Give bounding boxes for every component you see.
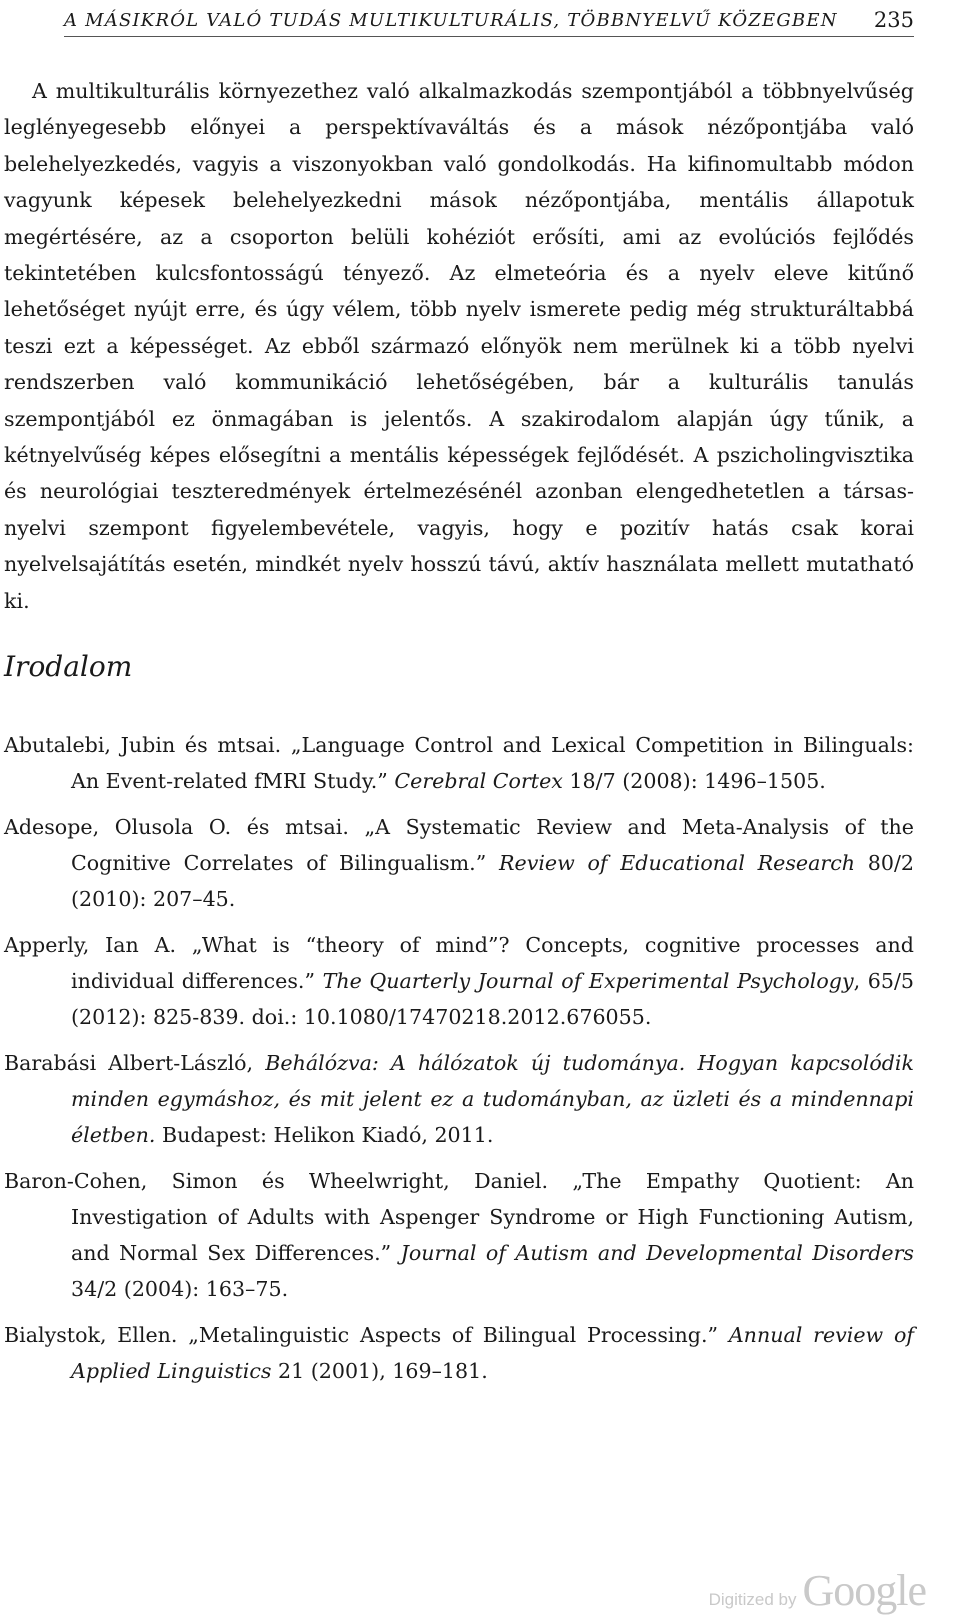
reference-source-title: Behálózva: A hálózatok új tudománya. Hogyan kapcsolódik minden egymáshoz, és mit jelent ez a tudományban, az üzleti és a mindennapi életben. (71, 1051, 914, 1147)
reference-source-title: Review of Educational Research (499, 850, 856, 875)
running-head-title: A MÁSIKRÓL VALÓ TUDÁS MULTIKULTURÁLIS, TÖBBNYELVŰ KÖZEGBEN (64, 9, 838, 31)
reference-item (4, 810, 914, 917)
reference-text: Apperly, Ian A. „What is “theory of mind”? Concepts, cognitive processes and individual differences.” (4, 933, 914, 993)
page-number: 235 (873, 8, 914, 32)
reference-source-title: The Quarterly Journal of Experimental Psychology (322, 968, 854, 993)
reference-item (4, 1164, 914, 1307)
section-heading: Irodalom (4, 650, 133, 683)
digitized-by-watermark (709, 1565, 926, 1616)
google-logo: Google (802, 1566, 926, 1615)
reference-source-title: Cerebral Cortex (394, 768, 563, 793)
reference-list (4, 728, 914, 1400)
book-page (4, 0, 914, 1622)
reference-details: Budapest: Helikon Kiadó, 2011. (155, 1122, 494, 1147)
body-paragraph: A multikulturális környezethez való alkalmazkodás szempontjából a többnyelvűség leglényegesebb előnyei a perspektívaváltás és a mások nézőpontjába való belehelyezkedés, vagyis a viszonyokban való gondolkodás. Ha kifinomultabb módon vagyunk képesek belehelyezkedni mások nézőpontjába, mentális állapotuk megértésére, az a csoporton belüli kohéziót erősíti, ami az evolúciós fejlődés tekintetében kulcsfontosságú tényező. Az elmeteória és a nyelv eleve kitűnő lehetőséget nyújt erre, és úgy vélem, több nyelv ismerete pedig még strukturáltabbá teszi ezt a képességet. Az ebből származó előnyök nem merülnek ki a több nyelvi rendszerben való kommunikáció lehetőségében, bár a kulturális tanulás szempontjából ez önmagában is jelentős. A szakirodalom alapján úgy tűnik, a kétnyelvűség képes elősegítni a mentális képességek fejlődését. A pszicholingvisztika és neurológiai teszteredmények értelmezésénél azonban elengedhetetlen a társas-nyelvi szempont figyelembevétele, vagyis, hogy e pozitív hatás csak korai nyelvelsajátítás esetén, mindkét nyelv hosszú távú, aktív használata mellett mutatható ki. (4, 79, 914, 613)
reference-text: Barabási Albert-László, (4, 1051, 266, 1076)
running-head (64, 4, 914, 37)
reference-item (4, 1046, 914, 1153)
reference-source-title: Journal of Autism and Developmental Disorders (400, 1240, 915, 1265)
reference-item (4, 928, 914, 1035)
reference-item (4, 728, 914, 800)
reference-details: 21 (2001), 169–181. (271, 1358, 488, 1383)
reference-details: 18/7 (2008): 1496–1505. (562, 768, 826, 793)
reference-text: Baron-Cohen, Simon és Wheelwright, Daniel. „The Empathy Quotient: An Investigation of Adults with Aspenger Syndrome or High Functioning Autism, and Normal Sex Differences.” (4, 1169, 914, 1265)
reference-text: Bialystok, Ellen. „Metalinguistic Aspects of Bilingual Processing.” (4, 1322, 729, 1347)
reference-text: Abutalebi, Jubin és mtsai. „Language Control and Lexical Competition in Bilinguals: An Event-related fMRI Study.” (4, 733, 914, 793)
reference-details: 80/2 (2010): 207–45. (71, 850, 914, 911)
reference-source-title: Annual review of Applied Linguistics (71, 1322, 914, 1383)
watermark-prefix: Digitized by (708, 1590, 797, 1609)
reference-details: , 65/5 (2012): 825-839. doi.: 10.1080/17470218.2012.676055. (71, 968, 914, 1029)
reference-text: Adesope, Olusola O. és mtsai. „A Systematic Review and Meta-Analysis of the Cognitive Correlates of Bilingualism.” (4, 815, 914, 875)
reference-details: 34/2 (2004): 163–75. (71, 1276, 289, 1301)
reference-item (4, 1318, 914, 1390)
